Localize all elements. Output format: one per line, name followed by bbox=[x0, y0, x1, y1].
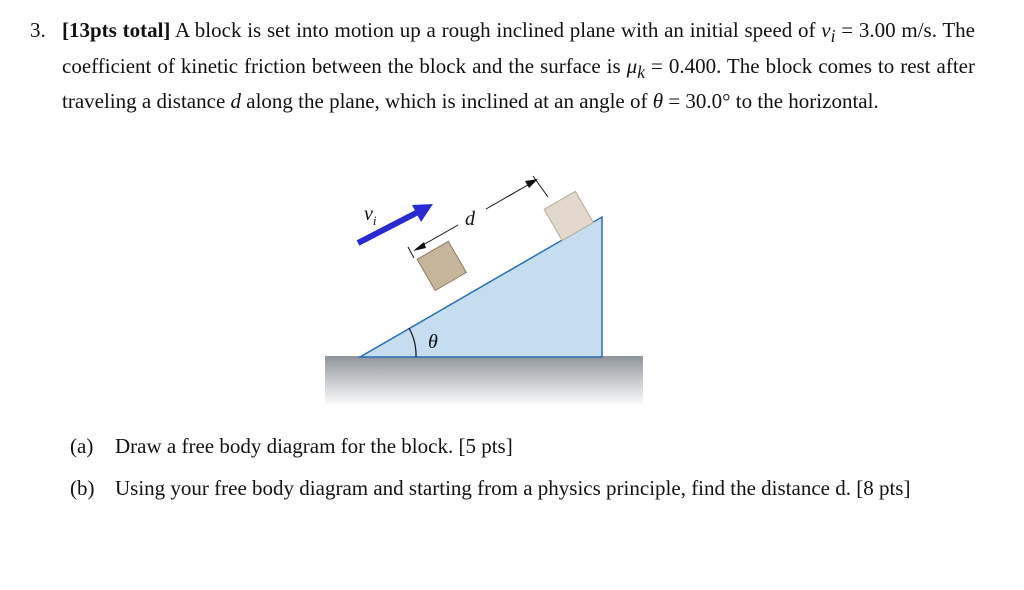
part-a bbox=[70, 432, 965, 462]
d-arrowhead-lower bbox=[413, 242, 426, 251]
part-a-label: (a) bbox=[70, 434, 94, 458]
d-tick-end bbox=[533, 176, 548, 197]
d-line-upper bbox=[486, 182, 533, 209]
problem-statement bbox=[30, 16, 975, 117]
part-b-text: Using your free body diagram and starting from a physics principle, find the distance d. [8 pts] bbox=[115, 475, 911, 500]
d-tick-start bbox=[408, 247, 414, 258]
problem-text-1: A block is set into motion up a rough inclined plane with an initial speed of bbox=[170, 18, 822, 42]
problem-text-4: along the plane, which is inclined at an angle of bbox=[241, 89, 653, 114]
vi-subscript: i bbox=[830, 26, 836, 47]
problem-body bbox=[62, 16, 975, 117]
block-start bbox=[417, 241, 466, 290]
part-b bbox=[70, 474, 965, 504]
part-a-text: Draw a free body diagram for the block. [5 pts] bbox=[115, 434, 513, 458]
ground bbox=[325, 356, 643, 406]
problem-text-3: = 0.400. The block comes to rest after traveling a distance bbox=[62, 53, 975, 114]
incline-figure bbox=[320, 170, 650, 410]
vi-symbol: v bbox=[821, 18, 831, 42]
d-symbol: d bbox=[230, 89, 242, 114]
problem-number: 3. bbox=[30, 18, 46, 42]
incline-diagram bbox=[320, 170, 650, 410]
d-label: d bbox=[465, 208, 475, 230]
theta-symbol: θ bbox=[652, 89, 664, 114]
problem-text-5: = 30.0° to the horizontal. bbox=[663, 89, 879, 114]
problem-text-2: = 3.00 m/s. The coefficient of kinetic friction between the block and the surface is bbox=[62, 18, 975, 78]
mu-symbol: μ bbox=[626, 53, 638, 78]
d-arrowhead-upper bbox=[525, 179, 538, 188]
theta-label: θ bbox=[428, 331, 438, 353]
parts-list bbox=[70, 432, 965, 515]
points-label: [13pts total] bbox=[62, 18, 171, 42]
part-b-label: (b) bbox=[70, 475, 95, 500]
mu-subscript: k bbox=[637, 61, 645, 82]
vi-label: $v_i$ bbox=[364, 203, 377, 228]
